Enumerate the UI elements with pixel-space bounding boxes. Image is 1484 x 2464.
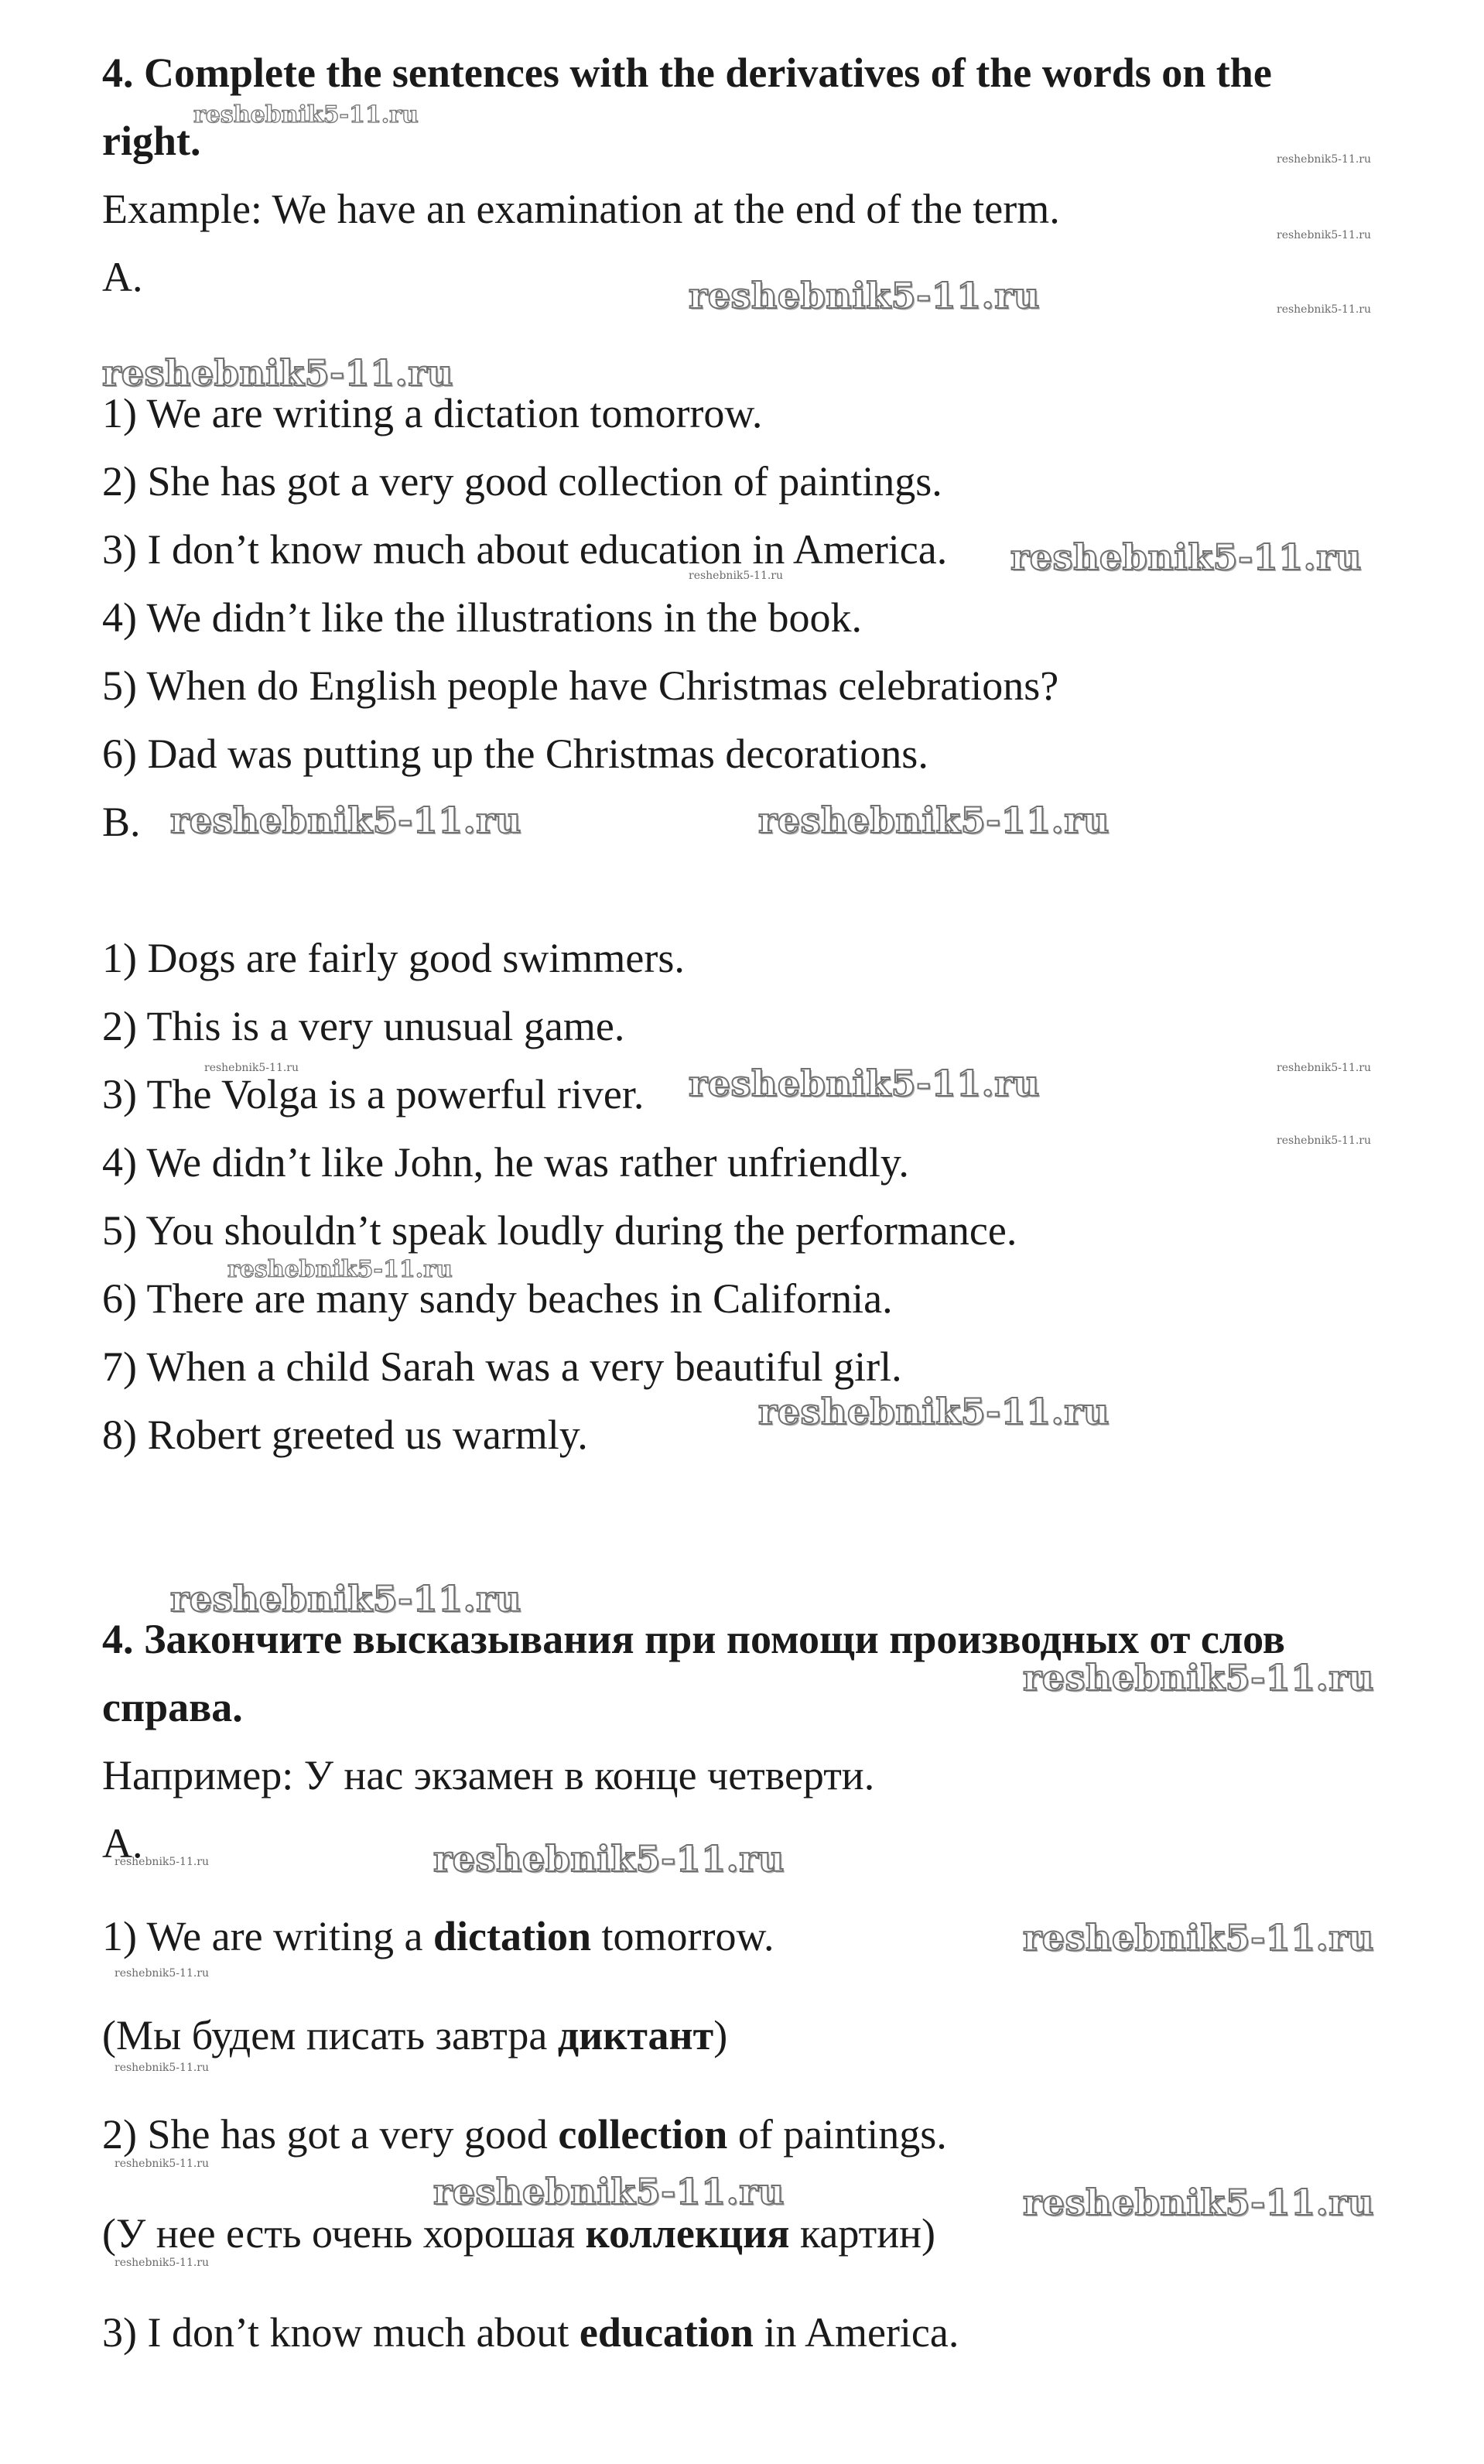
watermark: reshebnik5-11.ru (1277, 1134, 1372, 1147)
watermark: reshebnik5-11.ru (689, 1063, 1040, 1104)
ru-item-3 (102, 2110, 947, 2159)
sentence-b6: 6) There are many sandy beaches in California. (102, 1275, 893, 1322)
section-a-label: A. (102, 254, 143, 300)
watermark: reshebnik5-11.ru (227, 1256, 453, 1283)
ru-item-5 (102, 2308, 959, 2357)
watermark: reshebnik5-11.ru (1023, 2182, 1374, 2223)
ru-item-4-bold: коллекция (585, 2210, 790, 2257)
watermark: reshebnik5-11.ru (1277, 1062, 1372, 1074)
sentence-b4: 4) We didn’t like John, he was rather unfriendly. (102, 1139, 909, 1186)
watermark: reshebnik5-11.ru (193, 101, 419, 128)
section-b-label: B. (102, 799, 141, 845)
watermark: reshebnik5-11.ru (689, 570, 784, 582)
ru-item-2-tail: ) (713, 2012, 728, 2058)
sentence-a3: 3) I don’t know much about education in America. (102, 526, 948, 573)
exercise-title-line2: right. (102, 118, 201, 164)
ru-item-3-tail: of paintings. (727, 2111, 947, 2158)
watermark: reshebnik5-11.ru (1010, 536, 1362, 578)
ru-item-2 (102, 2011, 727, 2060)
watermark: reshebnik5-11.ru (758, 1391, 1110, 1432)
ru-exercise-title-line2: справа. (102, 1684, 243, 1730)
exercise-title-line1: 4. Complete the sentences with the derivatives of the words on the (102, 50, 1272, 96)
sentence-b7: 7) When a child Sarah was a very beautiful girl. (102, 1343, 902, 1390)
sentence-a2: 2) She has got a very good collection of paintings. (102, 458, 942, 505)
watermark: reshebnik5-11.ru (433, 1838, 785, 1880)
watermark: reshebnik5-11.ru (689, 275, 1040, 317)
watermark: reshebnik5-11.ru (170, 1578, 521, 1620)
ru-item-1 (102, 1911, 774, 1961)
ru-item-1-tail: tomorrow. (591, 1913, 774, 1959)
watermark: reshebnik5-11.ru (102, 352, 453, 394)
ru-exercise-title-line1: 4. Закончите высказывания при помощи производных от слов (102, 1616, 1285, 1662)
example-sentence: Example: We have an examination at the end of the term. (102, 186, 1060, 232)
watermark: reshebnik5-11.ru (1277, 303, 1372, 316)
watermark: reshebnik5-11.ru (115, 2158, 210, 2170)
sentence-a5: 5) When do English people have Christmas celebrations? (102, 662, 1059, 709)
watermark: reshebnik5-11.ru (115, 1856, 210, 1868)
watermark: reshebnik5-11.ru (758, 799, 1110, 841)
sentence-b8: 8) Robert greeted us warmly. (102, 1412, 588, 1458)
ru-item-2-bold: диктант (557, 2012, 714, 2058)
sentence-b5: 5) You shouldn’t speak loudly during the performance. (102, 1207, 1017, 1254)
watermark: reshebnik5-11.ru (115, 2257, 210, 2269)
ru-item-5-tail: in America. (753, 2309, 959, 2356)
sentence-b2: 2) This is a very unusual game. (102, 1003, 625, 1049)
watermark: reshebnik5-11.ru (1023, 1657, 1374, 1699)
ru-item-3-text: 2) She has got a very good (102, 2111, 559, 2158)
watermark: reshebnik5-11.ru (433, 2171, 785, 2212)
watermark: reshebnik5-11.ru (115, 1967, 210, 1980)
ru-section-a-label: А. (102, 1820, 143, 1867)
ru-item-2-text: (Мы будем писать завтра (102, 2012, 558, 2058)
ru-example-sentence: Например: У нас экзамен в конце четверти. (102, 1752, 875, 1798)
ru-item-1-text: 1) We are writing a (102, 1913, 433, 1959)
sentence-a4: 4) We didn’t like the illustrations in the book. (102, 594, 863, 641)
ru-item-4 (102, 2209, 935, 2258)
ru-item-5-text: 3) I don’t know much about (102, 2309, 580, 2356)
ru-item-4-text: (У нее есть очень хорошая (102, 2210, 586, 2257)
ru-item-3-bold: collection (558, 2111, 728, 2158)
ru-item-5-bold: education (579, 2309, 754, 2356)
watermark: reshebnik5-11.ru (1277, 229, 1372, 241)
watermark: reshebnik5-11.ru (115, 2062, 210, 2074)
ru-item-4-tail: картин) (789, 2210, 936, 2257)
watermark: reshebnik5-11.ru (170, 799, 521, 841)
ru-item-1-bold: dictation (433, 1913, 592, 1959)
watermark: reshebnik5-11.ru (204, 1062, 299, 1074)
watermark: reshebnik5-11.ru (1277, 153, 1372, 166)
sentence-a1: 1) We are writing a dictation tomorrow. (102, 390, 763, 436)
sentence-b3: 3) The Volga is a powerful river. (102, 1071, 645, 1117)
watermark: reshebnik5-11.ru (1023, 1917, 1374, 1959)
sentence-a6: 6) Dad was putting up the Christmas decorations. (102, 731, 928, 777)
sentence-b1: 1) Dogs are fairly good swimmers. (102, 935, 685, 981)
